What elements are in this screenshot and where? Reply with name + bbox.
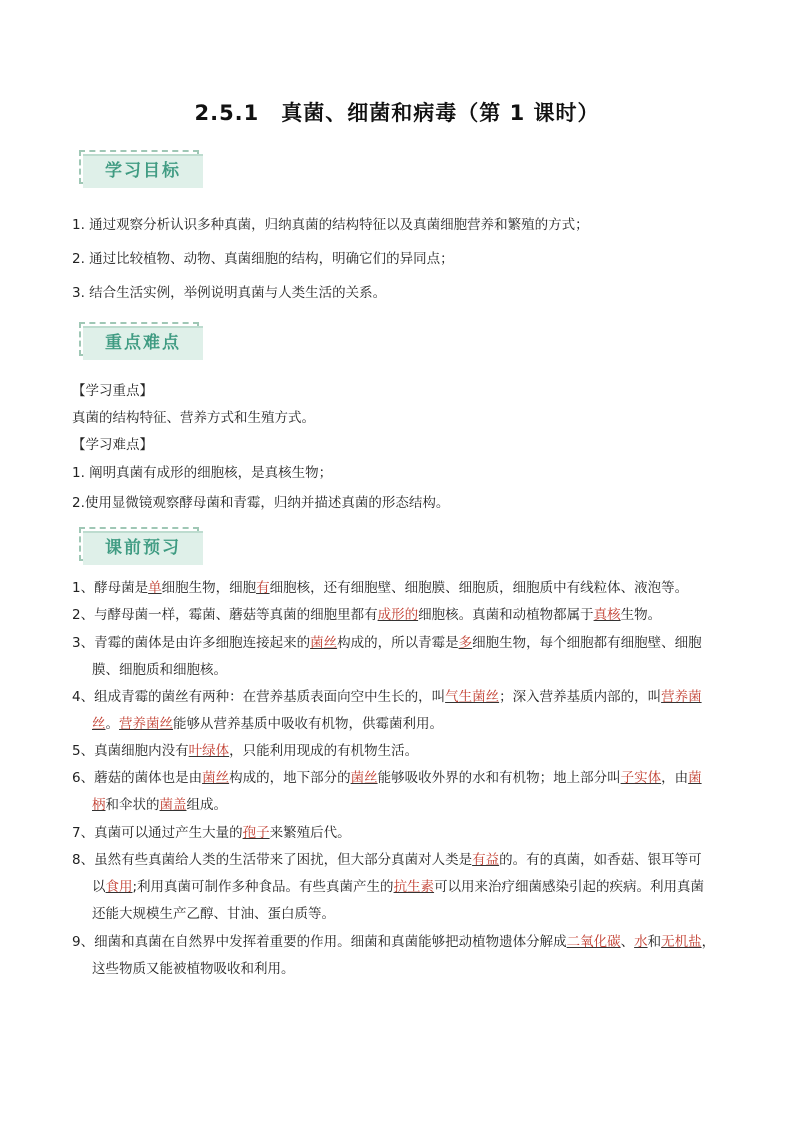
preview-item-4-cont: 丝。营养菌丝能够从营养基质中吸收有机物，供霉菌利用。 <box>92 716 443 732</box>
preview-item-3: 3、青霉的菌体是由许多细胞连接起来的菌丝构成的，所以青霉是多细胞生物，每个细胞都有细胞壁、细胞 <box>72 635 702 651</box>
section-badge-keypoints <box>79 322 203 360</box>
answer-blank: 水 <box>634 934 648 950</box>
answer-blank: 单 <box>148 580 162 596</box>
preview-item-8-cont2: 还能大规模生产乙醇、甘油、蛋白质等。 <box>92 906 335 922</box>
objective-item: 2. 通过比较植物、动物、真菌细胞的结构，明确它们的异同点； <box>72 251 454 267</box>
answer-blank: 营养菌 <box>661 689 702 705</box>
objective-item: 3. 结合生活实例，举例说明真菌与人类生活的关系。 <box>72 285 387 301</box>
focus-text: 真菌的结构特征、营养方式和生殖方式。 <box>72 410 315 426</box>
answer-blank: 菌丝 <box>310 635 338 651</box>
answer-blank: 菌丝 <box>350 770 378 786</box>
preview-item-9-cont: 这些物质又能被植物吸收和利用。 <box>92 961 295 977</box>
answer-blank: 孢子 <box>242 825 270 841</box>
answer-blank: 有益 <box>472 852 500 868</box>
focus-label: 【学习重点】 <box>72 383 153 399</box>
preview-item-7: 7、真菌可以通过产生大量的孢子来繁殖后代。 <box>72 825 351 841</box>
answer-blank: 菌丝 <box>202 770 230 786</box>
section-title-preview: 课前预习 <box>83 531 203 565</box>
difficulty-item: 1. 阐明真菌有成形的细胞核，是真核生物； <box>72 465 333 481</box>
document-title: 2.5.1 真菌、细菌和病毒（第 1 课时） <box>194 101 600 125</box>
answer-blank: 丝 <box>92 716 106 732</box>
preview-item-6: 6、蘑菇的菌体也是由菌丝构成的，地下部分的菌丝能够吸收外界的水和有机物；地上部分叫子实体，由菌 <box>72 770 702 786</box>
answer-blank: 菌盖 <box>159 797 187 813</box>
difficulty-label: 【学习难点】 <box>72 437 153 453</box>
preview-item-6-cont: 柄和伞状的菌盖组成。 <box>92 797 227 813</box>
answer-blank: 气生菌丝 <box>445 689 500 705</box>
answer-blank: 叶绿体 <box>188 743 230 759</box>
preview-item-9: 9、细菌和真菌在自然界中发挥着重要的作用。细菌和真菌能够把动植物遗体分解成二氧化碳、水和无机盐， <box>72 934 716 950</box>
preview-item-2: 2、与酵母菌一样，霉菌、蘑菇等真菌的细胞里都有成形的细胞核。真菌和动植物都属于真核生物。 <box>72 607 662 623</box>
answer-blank: 抗生素 <box>393 879 435 895</box>
answer-blank: 多 <box>458 635 473 651</box>
answer-blank: 二氧化碳 <box>566 934 621 950</box>
answer-blank: 有 <box>256 580 270 596</box>
objective-item: 1. 通过观察分析认识多种真菌，归纳真菌的结构特征以及真菌细胞营养和繁殖的方式； <box>72 217 589 233</box>
answer-blank: 柄 <box>92 797 106 813</box>
answer-blank: 子实体 <box>620 770 662 786</box>
section-badge-preview <box>79 527 203 565</box>
preview-item-1: 1、酵母菌是单细胞生物，细胞有细胞核，还有细胞壁、细胞膜、细胞质，细胞质中有线粒体、液泡等。 <box>72 580 689 596</box>
answer-blank: 成形的 <box>377 607 419 623</box>
preview-item-3-cont: 膜、细胞质和细胞核。 <box>92 662 227 678</box>
section-title-keypoints: 重点难点 <box>83 326 203 360</box>
section-title-objectives: 学习目标 <box>83 154 203 188</box>
preview-item-8: 8、虽然有些真菌给人类的生活带来了困扰，但大部分真菌对人类是有益的。有的真菌，如香菇、银耳等可 <box>72 852 702 868</box>
answer-blank: 食用 <box>105 879 133 895</box>
section-badge-objectives <box>79 150 203 188</box>
preview-item-8-cont: 以食用;利用真菌可制作多种食品。有些真菌产生的抗生素可以用来治疗细菌感染引起的疾病。利用真菌 <box>92 879 705 895</box>
preview-item-4: 4、组成青霉的菌丝有两种：在营养基质表面向空中生长的，叫气生菌丝；深入营养基质内部的，叫营养菌 <box>72 689 702 705</box>
answer-blank: 真核 <box>593 607 621 623</box>
answer-blank: 菌 <box>688 770 702 786</box>
difficulty-item: 2.使用显微镜观察酵母菌和青霉，归纳并描述真菌的形态结构。 <box>72 495 450 511</box>
preview-item-5: 5、真菌细胞内没有叶绿体，只能利用现成的有机物生活。 <box>72 743 419 759</box>
answer-blank: 营养菌丝 <box>119 716 173 732</box>
answer-blank: 无机盐 <box>661 934 702 950</box>
